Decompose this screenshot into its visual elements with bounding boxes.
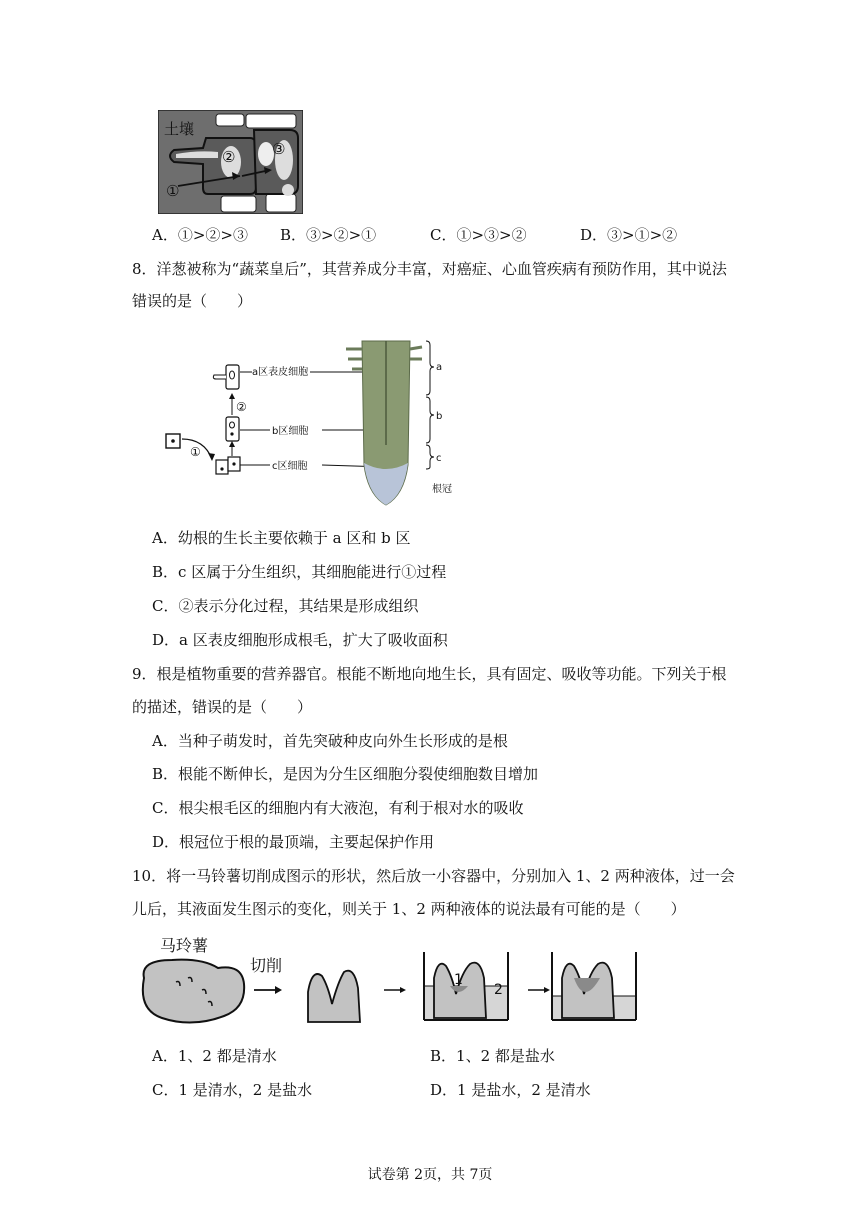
potato-experiment-figure [132, 932, 642, 1032]
q9-option-b[interactable]: B．根能不断伸长，是因为分生区细胞分裂使细胞数目增加 [152, 765, 539, 783]
q7-option-d[interactable]: D．③>①>② [580, 226, 678, 244]
q7-option-c[interactable]: C．①>③>② [430, 226, 527, 244]
step1-label: ① [190, 445, 201, 459]
q8-option-b[interactable]: B．c 区属于分生组织，其细胞能进行①过程 [152, 563, 447, 581]
q10-option-c[interactable]: C．1 是清水，2 是盐水 [152, 1081, 313, 1099]
q7-option-a[interactable]: A．①>②>③ [152, 226, 248, 244]
root-cap-label: 根冠 [432, 484, 452, 495]
cell2-label: ② [222, 148, 236, 166]
q10-option-a[interactable]: A．1、2 都是清水 [152, 1047, 277, 1065]
zone-a-label: a [436, 362, 443, 373]
q8-option-d[interactable]: D．a 区表皮细胞形成根毛，扩大了吸收面积 [152, 631, 448, 649]
q9-option-c[interactable]: C．根尖根毛区的细胞内有大液泡，有利于根对水的吸收 [152, 799, 524, 817]
liquid1-label: 1 [454, 972, 463, 988]
cell3-label: ③ [272, 140, 286, 158]
q8-stem-line2: 错误的是（ ） [132, 292, 253, 310]
q10-option-b[interactable]: B．1、2 都是盐水 [430, 1047, 555, 1065]
q10-stem-line1: 10．将一马铃薯切削成图示的形状，然后放一小容器中，分别加入 1、2 两种液体，过一会 [132, 867, 735, 885]
soil-label: 土壤 [164, 120, 195, 138]
q9-stem-line2: 的描述，错误的是（ ） [132, 698, 313, 716]
a-cell-label: a区表皮细胞 [252, 367, 309, 378]
soil-cells-figure [158, 110, 303, 214]
q8-option-c[interactable]: C．②表示分化过程，其结果是形成组织 [152, 597, 419, 615]
q9-option-d[interactable]: D．根冠位于根的最顶端，主要起保护作用 [152, 833, 435, 851]
page-footer: 试卷第 2页，共 7页 [367, 1167, 493, 1183]
cut-label: 切削 [250, 956, 283, 975]
q9-stem-line1: 9．根是植物重要的营养器官。根能不断地向地生长，具有固定、吸收等功能。下列关于根 [132, 665, 727, 683]
step2-label: ② [236, 400, 247, 414]
q10-stem-line2: 儿后，其液面发生图示的变化，则关于 1、2 两种液体的说法最有可能的是（ ） [132, 900, 686, 918]
root-tip-figure [160, 335, 460, 510]
q9-option-a[interactable]: A．当种子萌发时，首先突破种皮向外生长形成的是根 [152, 732, 508, 750]
liquid2-label: 2 [494, 982, 503, 998]
q8-option-a[interactable]: A．幼根的生长主要依赖于 a 区和 b 区 [152, 529, 411, 547]
cell1-label: ① [166, 182, 180, 200]
zone-c-label: c [436, 453, 442, 464]
b-cell-label: b区细胞 [272, 426, 309, 437]
q7-option-b[interactable]: B．③>②>① [280, 226, 377, 244]
q8-stem-line1: 8．洋葱被称为“蔬菜皇后”，其营养成分丰富，对癌症、心血管疾病有预防作用，其中说法 [132, 260, 727, 278]
potato-label: 马玲薯 [160, 936, 209, 955]
zone-b-label: b [436, 411, 443, 422]
q10-option-d[interactable]: D．1 是盐水，2 是清水 [430, 1081, 591, 1099]
c-cell-label: c区细胞 [272, 461, 308, 472]
